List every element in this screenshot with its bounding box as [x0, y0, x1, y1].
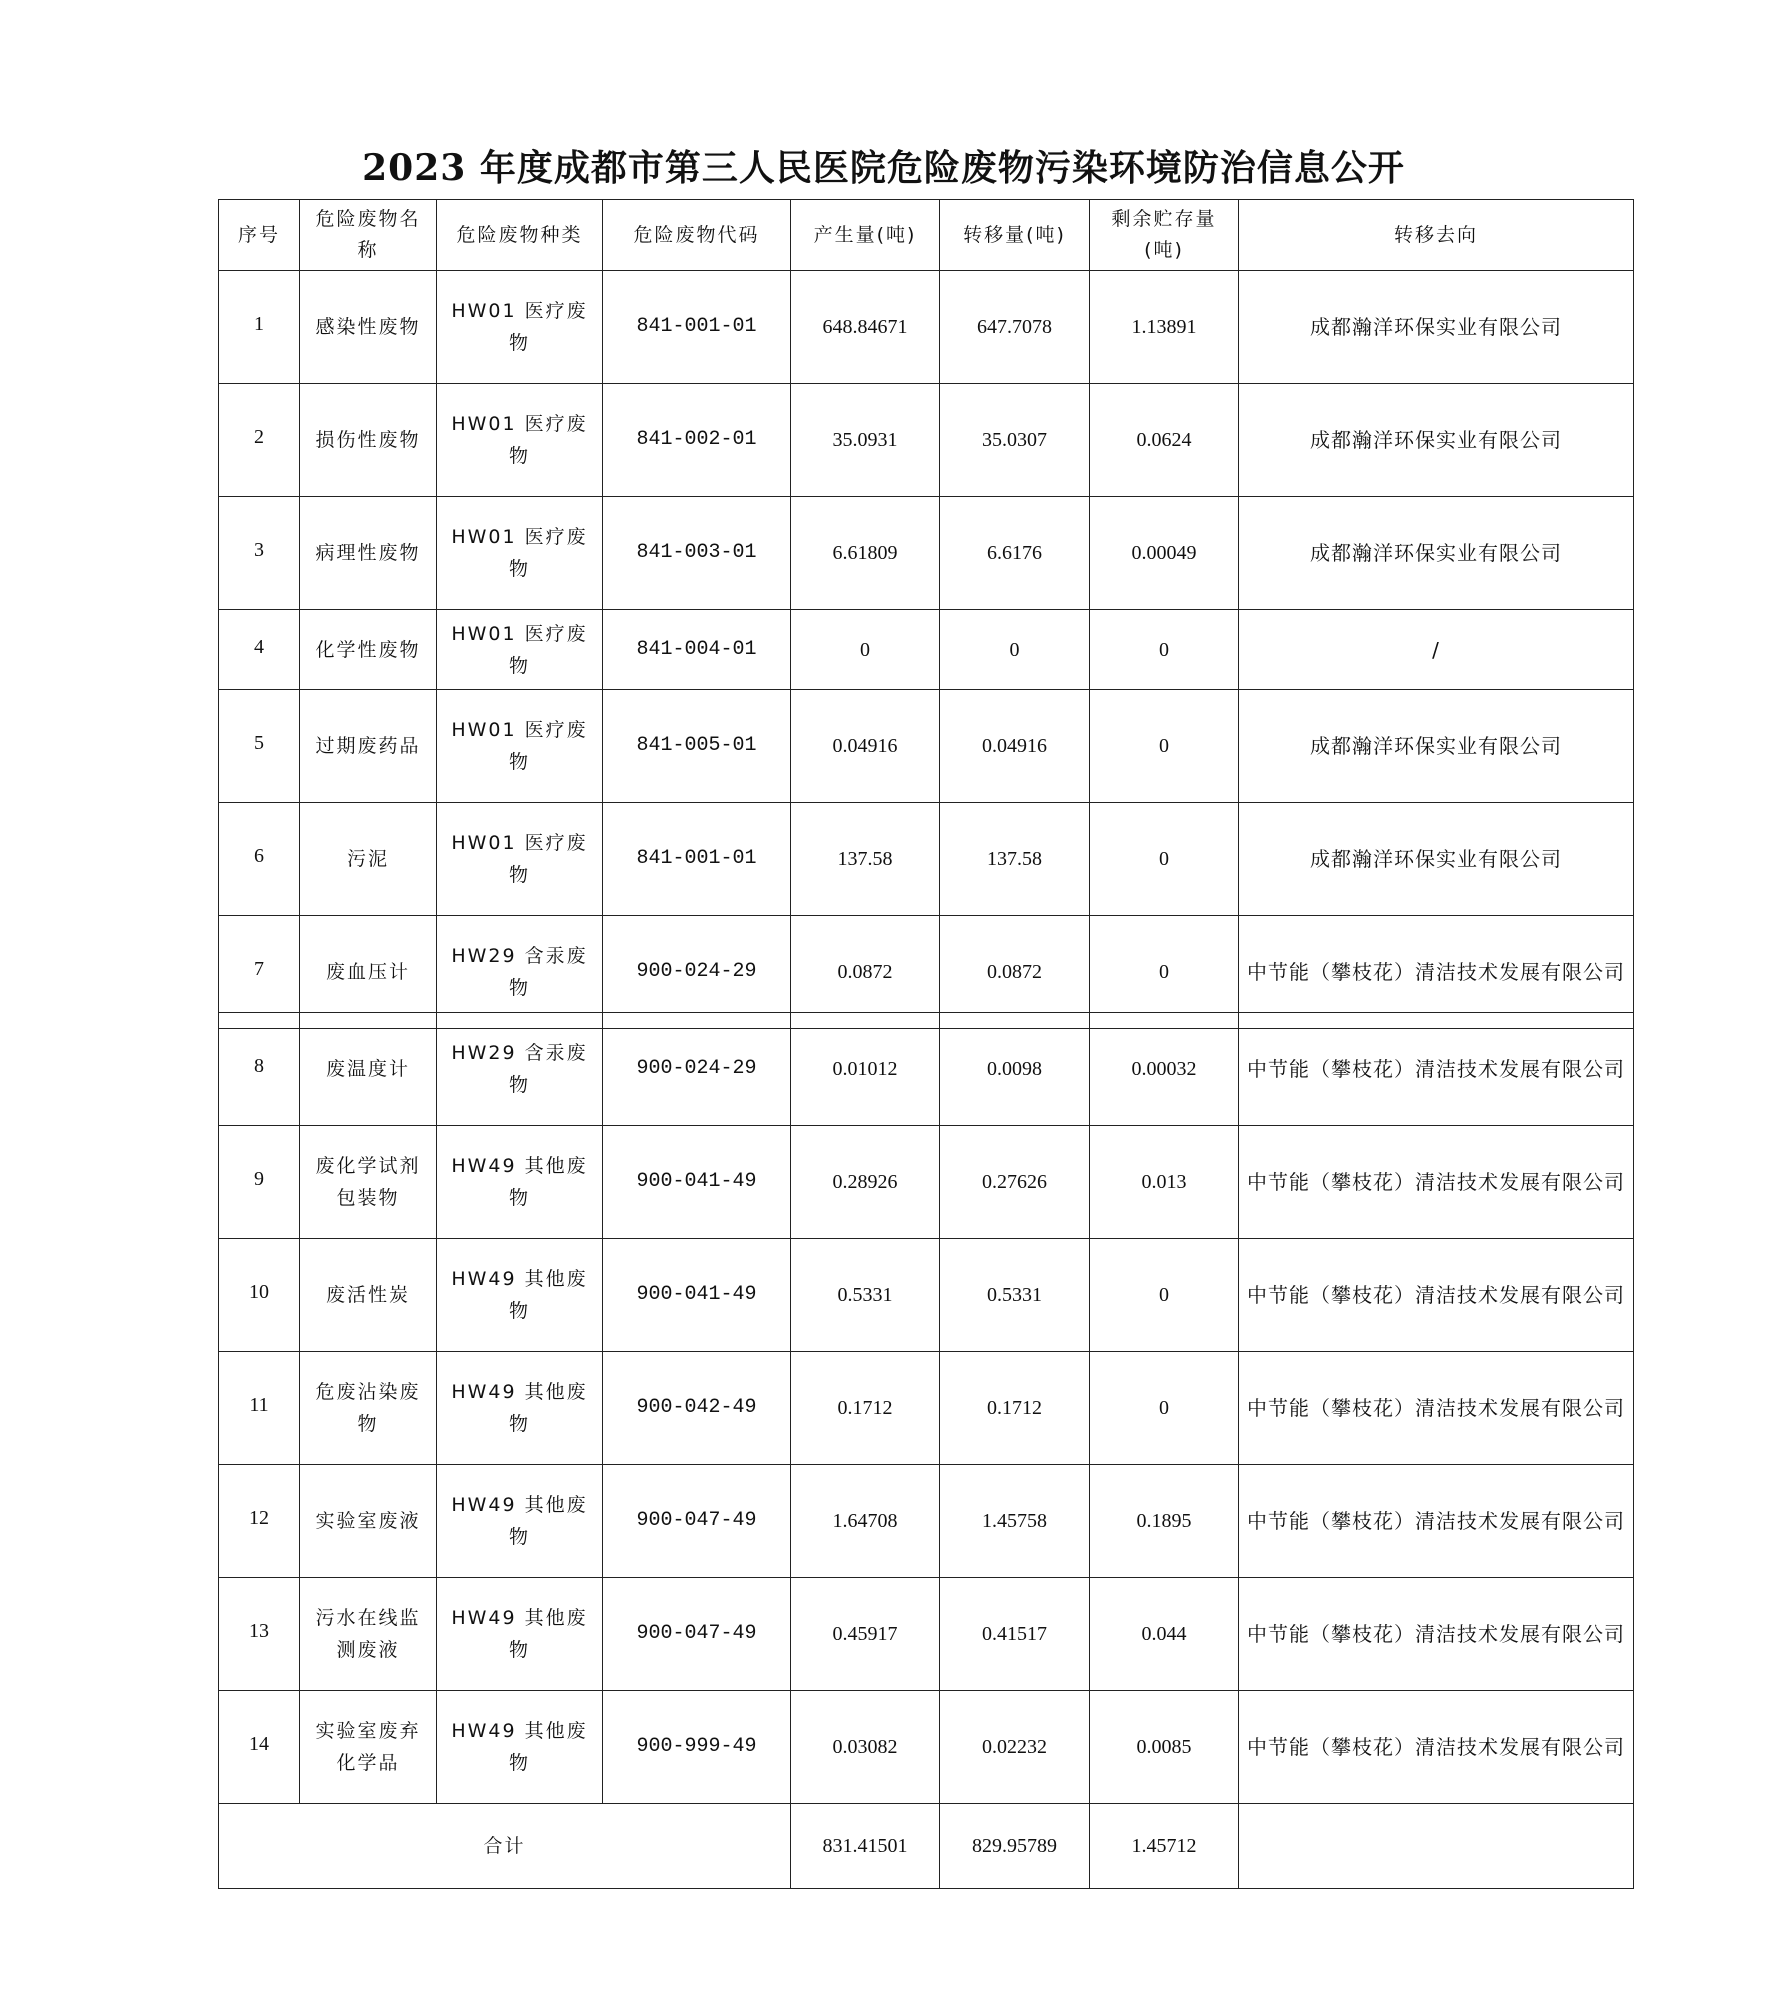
cell-waste-name: 损伤性废物 — [300, 384, 437, 497]
cell-stored: 0.00049 — [1090, 497, 1239, 610]
header-name: 危险废物名称 — [300, 200, 437, 271]
total-label: 合计 — [219, 1804, 791, 1889]
table-header-row — [219, 200, 1634, 271]
header-code: 危险废物代码 — [603, 200, 791, 271]
cell-destination: 中节能（攀枝花）清洁技术发展有限公司 — [1239, 1578, 1634, 1691]
cell-waste-category: HW49 其他废物 — [437, 1239, 603, 1352]
cell-produced: 648.84671 — [791, 271, 940, 384]
cell-transferred: 35.0307 — [940, 384, 1090, 497]
cell-transferred: 0.04916 — [940, 690, 1090, 803]
cell-stored: 0 — [1090, 1352, 1239, 1465]
cell-produced: 1.64708 — [791, 1465, 940, 1578]
cell-transferred: 0.02232 — [940, 1691, 1090, 1804]
header-stored: 剩余贮存量(吨) — [1090, 200, 1239, 271]
cell-waste-code: 900-041-49 — [603, 1239, 791, 1352]
total-row — [219, 1804, 1634, 1889]
cell-destination: 中节能（攀枝花）清洁技术发展有限公司 — [1239, 1465, 1634, 1578]
table-row — [219, 1126, 1634, 1239]
total-destination — [1239, 1804, 1634, 1889]
cell-destination: 成都瀚洋环保实业有限公司 — [1239, 384, 1634, 497]
cell-produced: 0.04916 — [791, 690, 940, 803]
header-destination: 转移去向 — [1239, 200, 1634, 271]
table-row — [219, 610, 1634, 690]
cell-waste-code: 900-047-49 — [603, 1465, 791, 1578]
cell-waste-category: HW01 医疗废物 — [437, 803, 603, 916]
cell-stored: 0 — [1090, 916, 1239, 1029]
header-produced: 产生量(吨) — [791, 200, 940, 271]
cell-waste-name: 废活性炭 — [300, 1239, 437, 1352]
table-row — [219, 497, 1634, 610]
table-row — [219, 1352, 1634, 1465]
cell-destination: 成都瀚洋环保实业有限公司 — [1239, 497, 1634, 610]
table-row — [219, 1578, 1634, 1691]
cell-destination: 成都瀚洋环保实业有限公司 — [1239, 803, 1634, 916]
cell-waste-code: 900-024-29 — [603, 1013, 791, 1126]
cell-seq: 3 — [219, 497, 300, 610]
cell-transferred: 0.5331 — [940, 1239, 1090, 1352]
cell-waste-category: HW49 其他废物 — [437, 1578, 603, 1691]
table-row — [219, 384, 1634, 497]
table-row — [219, 1691, 1634, 1804]
cell-produced: 0.01012 — [791, 1013, 940, 1126]
cell-waste-category: HW01 医疗废物 — [437, 384, 603, 497]
cell-stored: 0 — [1090, 610, 1239, 690]
cell-destination: 中节能（攀枝花）清洁技术发展有限公司 — [1239, 916, 1634, 1029]
cell-produced: 0.45917 — [791, 1578, 940, 1691]
total-produced: 831.41501 — [791, 1804, 940, 1889]
cell-waste-category: HW29 含汞废物 — [437, 1013, 603, 1126]
cell-waste-code: 841-003-01 — [603, 497, 791, 610]
cell-transferred: 6.6176 — [940, 497, 1090, 610]
cell-transferred: 0.0098 — [940, 1013, 1090, 1126]
waste-table-part-2 — [218, 1012, 1634, 1889]
cell-transferred: 0.41517 — [940, 1578, 1090, 1691]
cell-stored: 0.1895 — [1090, 1465, 1239, 1578]
cell-destination: 中节能（攀枝花）清洁技术发展有限公司 — [1239, 1126, 1634, 1239]
cell-waste-code: 841-001-01 — [603, 271, 791, 384]
cell-transferred: 1.45758 — [940, 1465, 1090, 1578]
cell-seq: 11 — [219, 1352, 300, 1465]
cell-waste-name: 实验室废弃化学品 — [300, 1691, 437, 1804]
cell-waste-name: 污水在线监测废液 — [300, 1578, 437, 1691]
cell-waste-code: 841-001-01 — [603, 803, 791, 916]
cell-waste-name: 实验室废液 — [300, 1465, 437, 1578]
total-transferred: 829.95789 — [940, 1804, 1090, 1889]
cell-destination: 成都瀚洋环保实业有限公司 — [1239, 271, 1634, 384]
cell-stored: 0.0085 — [1090, 1691, 1239, 1804]
cell-waste-code: 900-042-49 — [603, 1352, 791, 1465]
cell-waste-name: 化学性废物 — [300, 610, 437, 690]
cell-waste-code: 841-005-01 — [603, 690, 791, 803]
cell-produced: 6.61809 — [791, 497, 940, 610]
table-row — [219, 803, 1634, 916]
cell-destination: 成都瀚洋环保实业有限公司 — [1239, 690, 1634, 803]
table-row — [219, 271, 1634, 384]
cell-transferred: 0.1712 — [940, 1352, 1090, 1465]
cell-stored: 0 — [1090, 1239, 1239, 1352]
cell-waste-code: 900-999-49 — [603, 1691, 791, 1804]
cell-produced: 0.0872 — [791, 916, 940, 1029]
table-row — [219, 1239, 1634, 1352]
cell-stored: 0.044 — [1090, 1578, 1239, 1691]
page-title: 2023 年度成都市第三人民医院危险废物污染环境防治信息公开 — [362, 147, 1405, 189]
cell-seq: 6 — [219, 803, 300, 916]
cell-stored: 0.0624 — [1090, 384, 1239, 497]
cell-produced: 0.5331 — [791, 1239, 940, 1352]
cell-waste-code: 900-041-49 — [603, 1126, 791, 1239]
cell-destination: 中节能（攀枝花）清洁技术发展有限公司 — [1239, 1352, 1634, 1465]
cell-produced: 137.58 — [791, 803, 940, 916]
table-row — [219, 690, 1634, 803]
cell-waste-category: HW49 其他废物 — [437, 1126, 603, 1239]
cell-waste-name: 病理性废物 — [300, 497, 437, 610]
cell-stored: 0.013 — [1090, 1126, 1239, 1239]
cell-destination: / — [1239, 610, 1634, 690]
cell-seq: 1 — [219, 271, 300, 384]
cell-waste-name: 危废沾染废物 — [300, 1352, 437, 1465]
cell-produced: 35.0931 — [791, 384, 940, 497]
cell-seq: 14 — [219, 1691, 300, 1804]
header-seq: 序号 — [219, 200, 300, 271]
cell-waste-name: 废化学试剂包装物 — [300, 1126, 437, 1239]
cell-waste-name: 废血压计 — [300, 916, 437, 1029]
cell-transferred: 0.0872 — [940, 916, 1090, 1029]
cell-waste-name: 感染性废物 — [300, 271, 437, 384]
cell-destination: 中节能（攀枝花）清洁技术发展有限公司 — [1239, 1239, 1634, 1352]
cell-transferred: 0 — [940, 610, 1090, 690]
cell-seq: 13 — [219, 1578, 300, 1691]
cell-waste-category: HW01 医疗废物 — [437, 271, 603, 384]
cell-produced: 0.03082 — [791, 1691, 940, 1804]
cell-transferred: 647.7078 — [940, 271, 1090, 384]
cell-destination: 中节能（攀枝花）清洁技术发展有限公司 — [1239, 1013, 1634, 1126]
cell-waste-category: HW01 医疗废物 — [437, 610, 603, 690]
cell-waste-code: 900-047-49 — [603, 1578, 791, 1691]
cell-waste-category: HW49 其他废物 — [437, 1352, 603, 1465]
header-transferred: 转移量(吨) — [940, 200, 1090, 271]
total-stored: 1.45712 — [1090, 1804, 1239, 1889]
cell-stored: 0 — [1090, 803, 1239, 916]
header-category: 危险废物种类 — [437, 200, 603, 271]
cell-produced: 0 — [791, 610, 940, 690]
cell-destination: 中节能（攀枝花）清洁技术发展有限公司 — [1239, 1691, 1634, 1804]
cell-waste-name: 废温度计 — [300, 1013, 437, 1126]
cell-waste-code: 900-024-29 — [603, 916, 791, 1029]
cell-seq: 2 — [219, 384, 300, 497]
cell-waste-name: 过期废药品 — [300, 690, 437, 803]
cell-produced: 0.1712 — [791, 1352, 940, 1465]
cell-waste-code: 841-002-01 — [603, 384, 791, 497]
table-row — [219, 1013, 1634, 1126]
cell-transferred: 137.58 — [940, 803, 1090, 916]
cell-seq: 4 — [219, 610, 300, 690]
cell-transferred: 0.27626 — [940, 1126, 1090, 1239]
cell-produced: 0.28926 — [791, 1126, 940, 1239]
cell-stored: 1.13891 — [1090, 271, 1239, 384]
cell-stored: 0.00032 — [1090, 1013, 1239, 1126]
waste-table-part-1 — [218, 199, 1634, 1029]
cell-waste-name: 污泥 — [300, 803, 437, 916]
cell-waste-category: HW49 其他废物 — [437, 1465, 603, 1578]
cell-waste-category: HW01 医疗废物 — [437, 690, 603, 803]
cell-waste-category: HW49 其他废物 — [437, 1691, 603, 1804]
cell-seq: 8 — [219, 1013, 300, 1126]
cell-seq: 7 — [219, 916, 300, 1029]
cell-seq: 10 — [219, 1239, 300, 1352]
cell-seq: 9 — [219, 1126, 300, 1239]
cell-waste-category: HW29 含汞废物 — [437, 916, 603, 1029]
cell-seq: 12 — [219, 1465, 300, 1578]
cell-waste-category: HW01 医疗废物 — [437, 497, 603, 610]
cell-stored: 0 — [1090, 690, 1239, 803]
table-row — [219, 1465, 1634, 1578]
cell-seq: 5 — [219, 690, 300, 803]
cell-waste-code: 841-004-01 — [603, 610, 791, 690]
